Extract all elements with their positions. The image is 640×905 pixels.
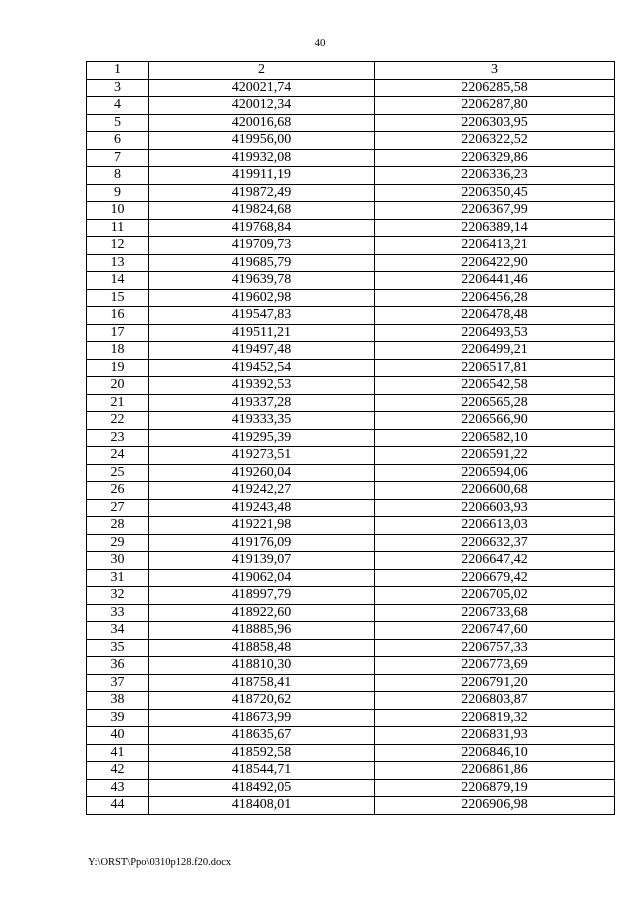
- point-number-cell: 42: [87, 762, 149, 780]
- point-number-cell: 18: [87, 342, 149, 360]
- table-row: [87, 762, 615, 780]
- table-row: [87, 377, 615, 395]
- x-coordinate-cell: 419242,27: [149, 482, 375, 500]
- point-number-cell: 8: [87, 167, 149, 185]
- x-coordinate-cell: 419547,83: [149, 307, 375, 325]
- x-coordinate-cell: 419295,39: [149, 429, 375, 447]
- x-coordinate-cell: 419685,79: [149, 254, 375, 272]
- table-row: [87, 202, 615, 220]
- x-coordinate-cell: 419911,19: [149, 167, 375, 185]
- x-coordinate-cell: 419932,08: [149, 149, 375, 167]
- x-coordinate-cell: 419497,48: [149, 342, 375, 360]
- point-number-cell: 32: [87, 587, 149, 605]
- x-coordinate-cell: 419639,78: [149, 272, 375, 290]
- table-header: [87, 62, 615, 80]
- x-coordinate-cell: 418720,62: [149, 692, 375, 710]
- point-number-cell: 30: [87, 552, 149, 570]
- point-number-cell: 23: [87, 429, 149, 447]
- y-coordinate-cell: 2206705,02: [375, 587, 615, 605]
- point-number-cell: 27: [87, 499, 149, 517]
- table-row: [87, 272, 615, 290]
- table-row: [87, 569, 615, 587]
- point-number-cell: 11: [87, 219, 149, 237]
- x-coordinate-cell: 419511,21: [149, 324, 375, 342]
- table-row: [87, 412, 615, 430]
- y-coordinate-cell: 2206600,68: [375, 482, 615, 500]
- point-number-cell: 26: [87, 482, 149, 500]
- point-number-cell: 40: [87, 727, 149, 745]
- table-row: [87, 517, 615, 535]
- point-number-cell: 7: [87, 149, 149, 167]
- table-header-row: [87, 62, 615, 80]
- x-coordinate-cell: 419452,54: [149, 359, 375, 377]
- table-row: [87, 324, 615, 342]
- table-row: [87, 429, 615, 447]
- y-coordinate-cell: 2206861,86: [375, 762, 615, 780]
- point-number-cell: 5: [87, 114, 149, 132]
- table-row: [87, 499, 615, 517]
- point-number-cell: 19: [87, 359, 149, 377]
- y-coordinate-cell: 2206566,90: [375, 412, 615, 430]
- table-row: [87, 114, 615, 132]
- x-coordinate-cell: 419768,84: [149, 219, 375, 237]
- table-row: [87, 657, 615, 675]
- y-coordinate-cell: 2206803,87: [375, 692, 615, 710]
- y-coordinate-cell: 2206285,58: [375, 79, 615, 97]
- point-number-cell: 33: [87, 604, 149, 622]
- point-number-cell: 16: [87, 307, 149, 325]
- point-number-cell: 43: [87, 779, 149, 797]
- table-row: [87, 464, 615, 482]
- y-coordinate-cell: 2206591,22: [375, 447, 615, 465]
- point-number-cell: 20: [87, 377, 149, 395]
- table-row: [87, 709, 615, 727]
- point-number-cell: 6: [87, 132, 149, 150]
- x-coordinate-cell: 419062,04: [149, 569, 375, 587]
- y-coordinate-cell: 2206791,20: [375, 674, 615, 692]
- x-coordinate-cell: 419260,04: [149, 464, 375, 482]
- point-number-cell: 15: [87, 289, 149, 307]
- y-coordinate-cell: 2206422,90: [375, 254, 615, 272]
- footer-file-path: Y:\ORST\Ppo\0310p128.f20.docx: [88, 857, 232, 868]
- point-number-cell: 17: [87, 324, 149, 342]
- point-number-cell: 25: [87, 464, 149, 482]
- y-coordinate-cell: 2206389,14: [375, 219, 615, 237]
- table-row: [87, 289, 615, 307]
- y-coordinate-cell: 2206322,52: [375, 132, 615, 150]
- table-row: [87, 79, 615, 97]
- point-number-cell: 44: [87, 797, 149, 815]
- table-row: [87, 342, 615, 360]
- y-coordinate-cell: 2206647,42: [375, 552, 615, 570]
- point-number-cell: 24: [87, 447, 149, 465]
- point-number-cell: 9: [87, 184, 149, 202]
- y-coordinate-cell: 2206499,21: [375, 342, 615, 360]
- table-row: [87, 797, 615, 815]
- table-row: [87, 97, 615, 115]
- coordinates-table: [86, 61, 615, 815]
- y-coordinate-cell: 2206679,42: [375, 569, 615, 587]
- y-coordinate-cell: 2206303,95: [375, 114, 615, 132]
- y-coordinate-cell: 2206632,37: [375, 534, 615, 552]
- x-coordinate-cell: 419602,98: [149, 289, 375, 307]
- x-coordinate-cell: 420021,74: [149, 79, 375, 97]
- point-number-cell: 10: [87, 202, 149, 220]
- x-coordinate-cell: 418997,79: [149, 587, 375, 605]
- y-coordinate-cell: 2206831,93: [375, 727, 615, 745]
- x-coordinate-cell: 419956,00: [149, 132, 375, 150]
- table-row: [87, 674, 615, 692]
- header-cell-x-coordinate: 2: [149, 62, 375, 80]
- y-coordinate-cell: 2206441,46: [375, 272, 615, 290]
- table-row: [87, 237, 615, 255]
- point-number-cell: 22: [87, 412, 149, 430]
- y-coordinate-cell: 2206773,69: [375, 657, 615, 675]
- point-number-cell: 28: [87, 517, 149, 535]
- y-coordinate-cell: 2206493,53: [375, 324, 615, 342]
- y-coordinate-cell: 2206582,10: [375, 429, 615, 447]
- table-row: [87, 394, 615, 412]
- x-coordinate-cell: 418758,41: [149, 674, 375, 692]
- x-coordinate-cell: 418810,30: [149, 657, 375, 675]
- point-number-cell: 12: [87, 237, 149, 255]
- point-number-cell: 29: [87, 534, 149, 552]
- x-coordinate-cell: 419176,09: [149, 534, 375, 552]
- table-row: [87, 622, 615, 640]
- x-coordinate-cell: 420016,68: [149, 114, 375, 132]
- table-row: [87, 359, 615, 377]
- y-coordinate-cell: 2206329,86: [375, 149, 615, 167]
- point-number-cell: 14: [87, 272, 149, 290]
- y-coordinate-cell: 2206613,03: [375, 517, 615, 535]
- y-coordinate-cell: 2206542,58: [375, 377, 615, 395]
- x-coordinate-cell: 418858,48: [149, 639, 375, 657]
- x-coordinate-cell: 418592,58: [149, 744, 375, 762]
- x-coordinate-cell: 419824,68: [149, 202, 375, 220]
- point-number-cell: 35: [87, 639, 149, 657]
- table-row: [87, 552, 615, 570]
- point-number-cell: 34: [87, 622, 149, 640]
- x-coordinate-cell: 418673,99: [149, 709, 375, 727]
- table-row: [87, 447, 615, 465]
- y-coordinate-cell: 2206747,60: [375, 622, 615, 640]
- point-number-cell: 4: [87, 97, 149, 115]
- y-coordinate-cell: 2206594,06: [375, 464, 615, 482]
- point-number-cell: 38: [87, 692, 149, 710]
- table-row: [87, 587, 615, 605]
- table-row: [87, 307, 615, 325]
- y-coordinate-cell: 2206879,19: [375, 779, 615, 797]
- y-coordinate-cell: 2206413,21: [375, 237, 615, 255]
- point-number-cell: 37: [87, 674, 149, 692]
- y-coordinate-cell: 2206603,93: [375, 499, 615, 517]
- y-coordinate-cell: 2206367,99: [375, 202, 615, 220]
- table-row: [87, 744, 615, 762]
- table-row: [87, 149, 615, 167]
- y-coordinate-cell: 2206819,32: [375, 709, 615, 727]
- table-row: [87, 184, 615, 202]
- x-coordinate-cell: 420012,34: [149, 97, 375, 115]
- y-coordinate-cell: 2206350,45: [375, 184, 615, 202]
- table-row: [87, 254, 615, 272]
- x-coordinate-cell: 419333,35: [149, 412, 375, 430]
- table-row: [87, 132, 615, 150]
- table-row: [87, 727, 615, 745]
- y-coordinate-cell: 2206336,23: [375, 167, 615, 185]
- x-coordinate-cell: 418408,01: [149, 797, 375, 815]
- point-number-cell: 39: [87, 709, 149, 727]
- x-coordinate-cell: 418885,96: [149, 622, 375, 640]
- y-coordinate-cell: 2206846,10: [375, 744, 615, 762]
- x-coordinate-cell: 419337,28: [149, 394, 375, 412]
- x-coordinate-cell: 419709,73: [149, 237, 375, 255]
- y-coordinate-cell: 2206478,48: [375, 307, 615, 325]
- point-number-cell: 21: [87, 394, 149, 412]
- x-coordinate-cell: 419139,07: [149, 552, 375, 570]
- x-coordinate-cell: 419392,53: [149, 377, 375, 395]
- x-coordinate-cell: 418544,71: [149, 762, 375, 780]
- x-coordinate-cell: 418635,67: [149, 727, 375, 745]
- point-number-cell: 36: [87, 657, 149, 675]
- point-number-cell: 3: [87, 79, 149, 97]
- header-cell-y-coordinate: 3: [375, 62, 615, 80]
- point-number-cell: 41: [87, 744, 149, 762]
- point-number-cell: 13: [87, 254, 149, 272]
- page-number: 40: [314, 37, 326, 49]
- y-coordinate-cell: 2206287,80: [375, 97, 615, 115]
- table-row: [87, 692, 615, 710]
- table-row: [87, 534, 615, 552]
- table-row: [87, 639, 615, 657]
- table-row: [87, 219, 615, 237]
- y-coordinate-cell: 2206565,28: [375, 394, 615, 412]
- y-coordinate-cell: 2206456,28: [375, 289, 615, 307]
- x-coordinate-cell: 419872,49: [149, 184, 375, 202]
- table-row: [87, 482, 615, 500]
- table-row: [87, 167, 615, 185]
- x-coordinate-cell: 419243,48: [149, 499, 375, 517]
- point-number-cell: 31: [87, 569, 149, 587]
- x-coordinate-cell: 418922,60: [149, 604, 375, 622]
- y-coordinate-cell: 2206906,98: [375, 797, 615, 815]
- x-coordinate-cell: 419221,98: [149, 517, 375, 535]
- table-row: [87, 779, 615, 797]
- y-coordinate-cell: 2206733,68: [375, 604, 615, 622]
- table-row: [87, 604, 615, 622]
- y-coordinate-cell: 2206517,81: [375, 359, 615, 377]
- header-cell-point-number: 1: [87, 62, 149, 80]
- x-coordinate-cell: 418492,05: [149, 779, 375, 797]
- x-coordinate-cell: 419273,51: [149, 447, 375, 465]
- table-body: [87, 79, 615, 814]
- y-coordinate-cell: 2206757,33: [375, 639, 615, 657]
